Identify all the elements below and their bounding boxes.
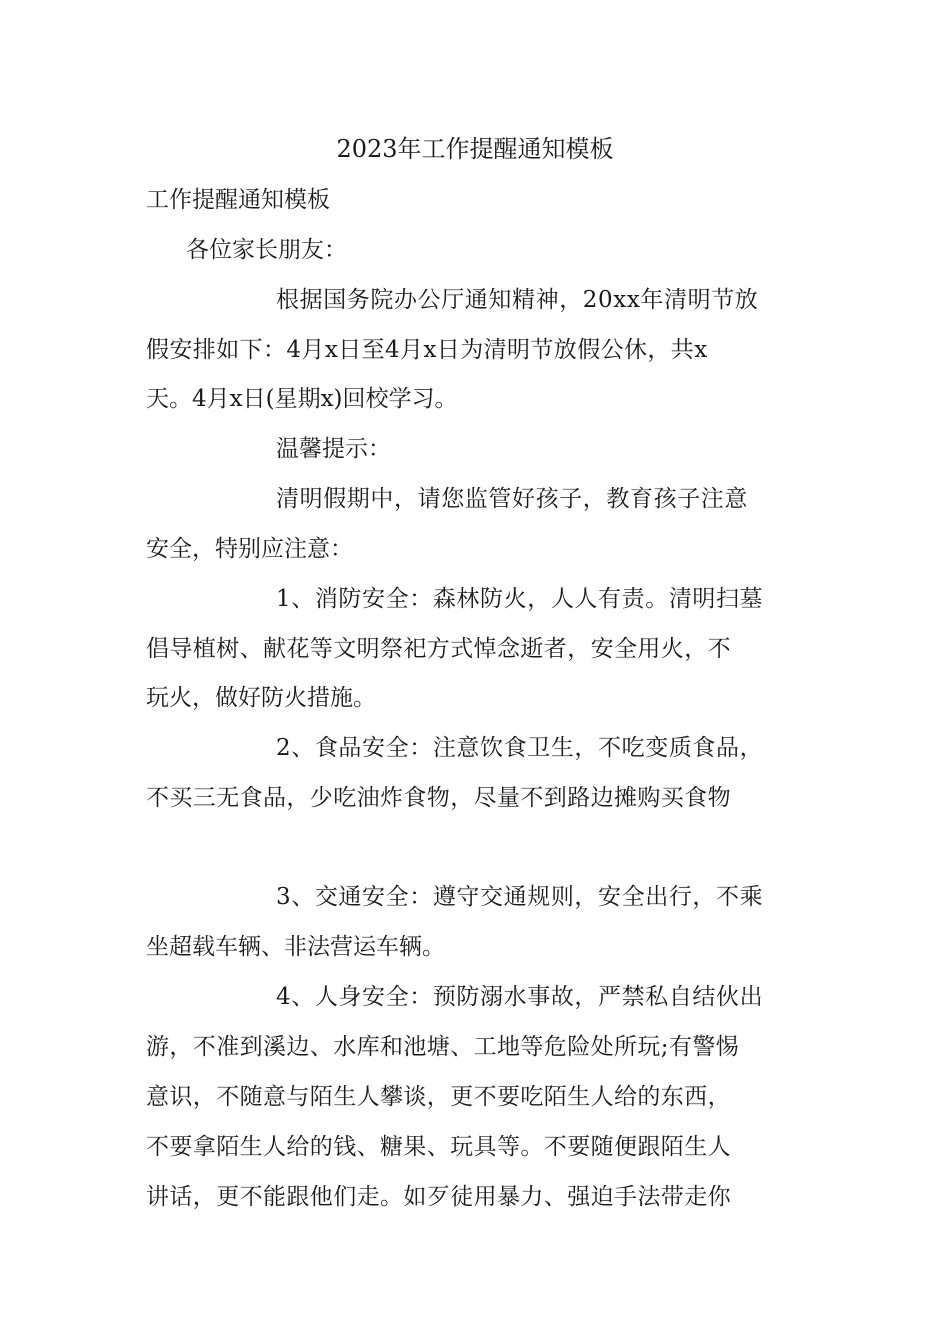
paragraph-line: 假安排如下：4月x日至4月x日为清明节放假公休，共x (146, 337, 708, 363)
list-item-line: 1、消防安全：森林防火，人人有责。清明扫墓 (276, 586, 764, 612)
greeting-line: 各位家长朋友： (186, 237, 347, 263)
tips-heading: 温馨提示： (276, 436, 391, 462)
list-item-line: 讲话，更不能跟他们走。如歹徒用暴力、强迫手法带走你 (146, 1184, 731, 1210)
paragraph-line: 清明假期中，请您监管好孩子，教育孩子注意 (276, 486, 748, 512)
list-item-line: 倡导植树、献花等文明祭祀方式悼念逝者，安全用火，不 (146, 636, 731, 662)
document-title: 2023年工作提醒通知模板 (336, 135, 614, 163)
list-item-line: 游，不准到溪边、水库和池塘、工地等危险处所玩;有警惕 (146, 1034, 740, 1060)
paragraph-line: 根据国务院办公厅通知精神，20xx年清明节放 (276, 287, 759, 313)
list-item-line: 不买三无食品，少吃油炸食物，尽量不到路边摊购买食物 (146, 785, 731, 811)
paragraph-line: 天。4月x日(星期x)回校学习。 (146, 386, 458, 412)
paragraph-line: 安全，特别应注意： (146, 536, 353, 562)
list-item-line: 意识，不随意与陌生人攀谈，更不要吃陌生人给的东西， (146, 1084, 731, 1110)
list-item-line: 3、交通安全：遵守交通规则，安全出行，不乘 (276, 884, 764, 910)
subtitle-line: 工作提醒通知模板 (146, 187, 330, 213)
list-item-line: 4、人身安全：预防溺水事故，严禁私自结伙出 (276, 984, 764, 1010)
list-item-line: 不要拿陌生人给的钱、糖果、玩具等。不要随便跟陌生人 (146, 1134, 731, 1160)
list-item-line: 玩火，做好防火措施。 (146, 685, 376, 711)
list-item-line: 坐超载车辆、非法营运车辆。 (146, 934, 445, 960)
list-item-line: 2、食品安全：注意饮食卫生，不吃变质食品， (276, 735, 764, 761)
